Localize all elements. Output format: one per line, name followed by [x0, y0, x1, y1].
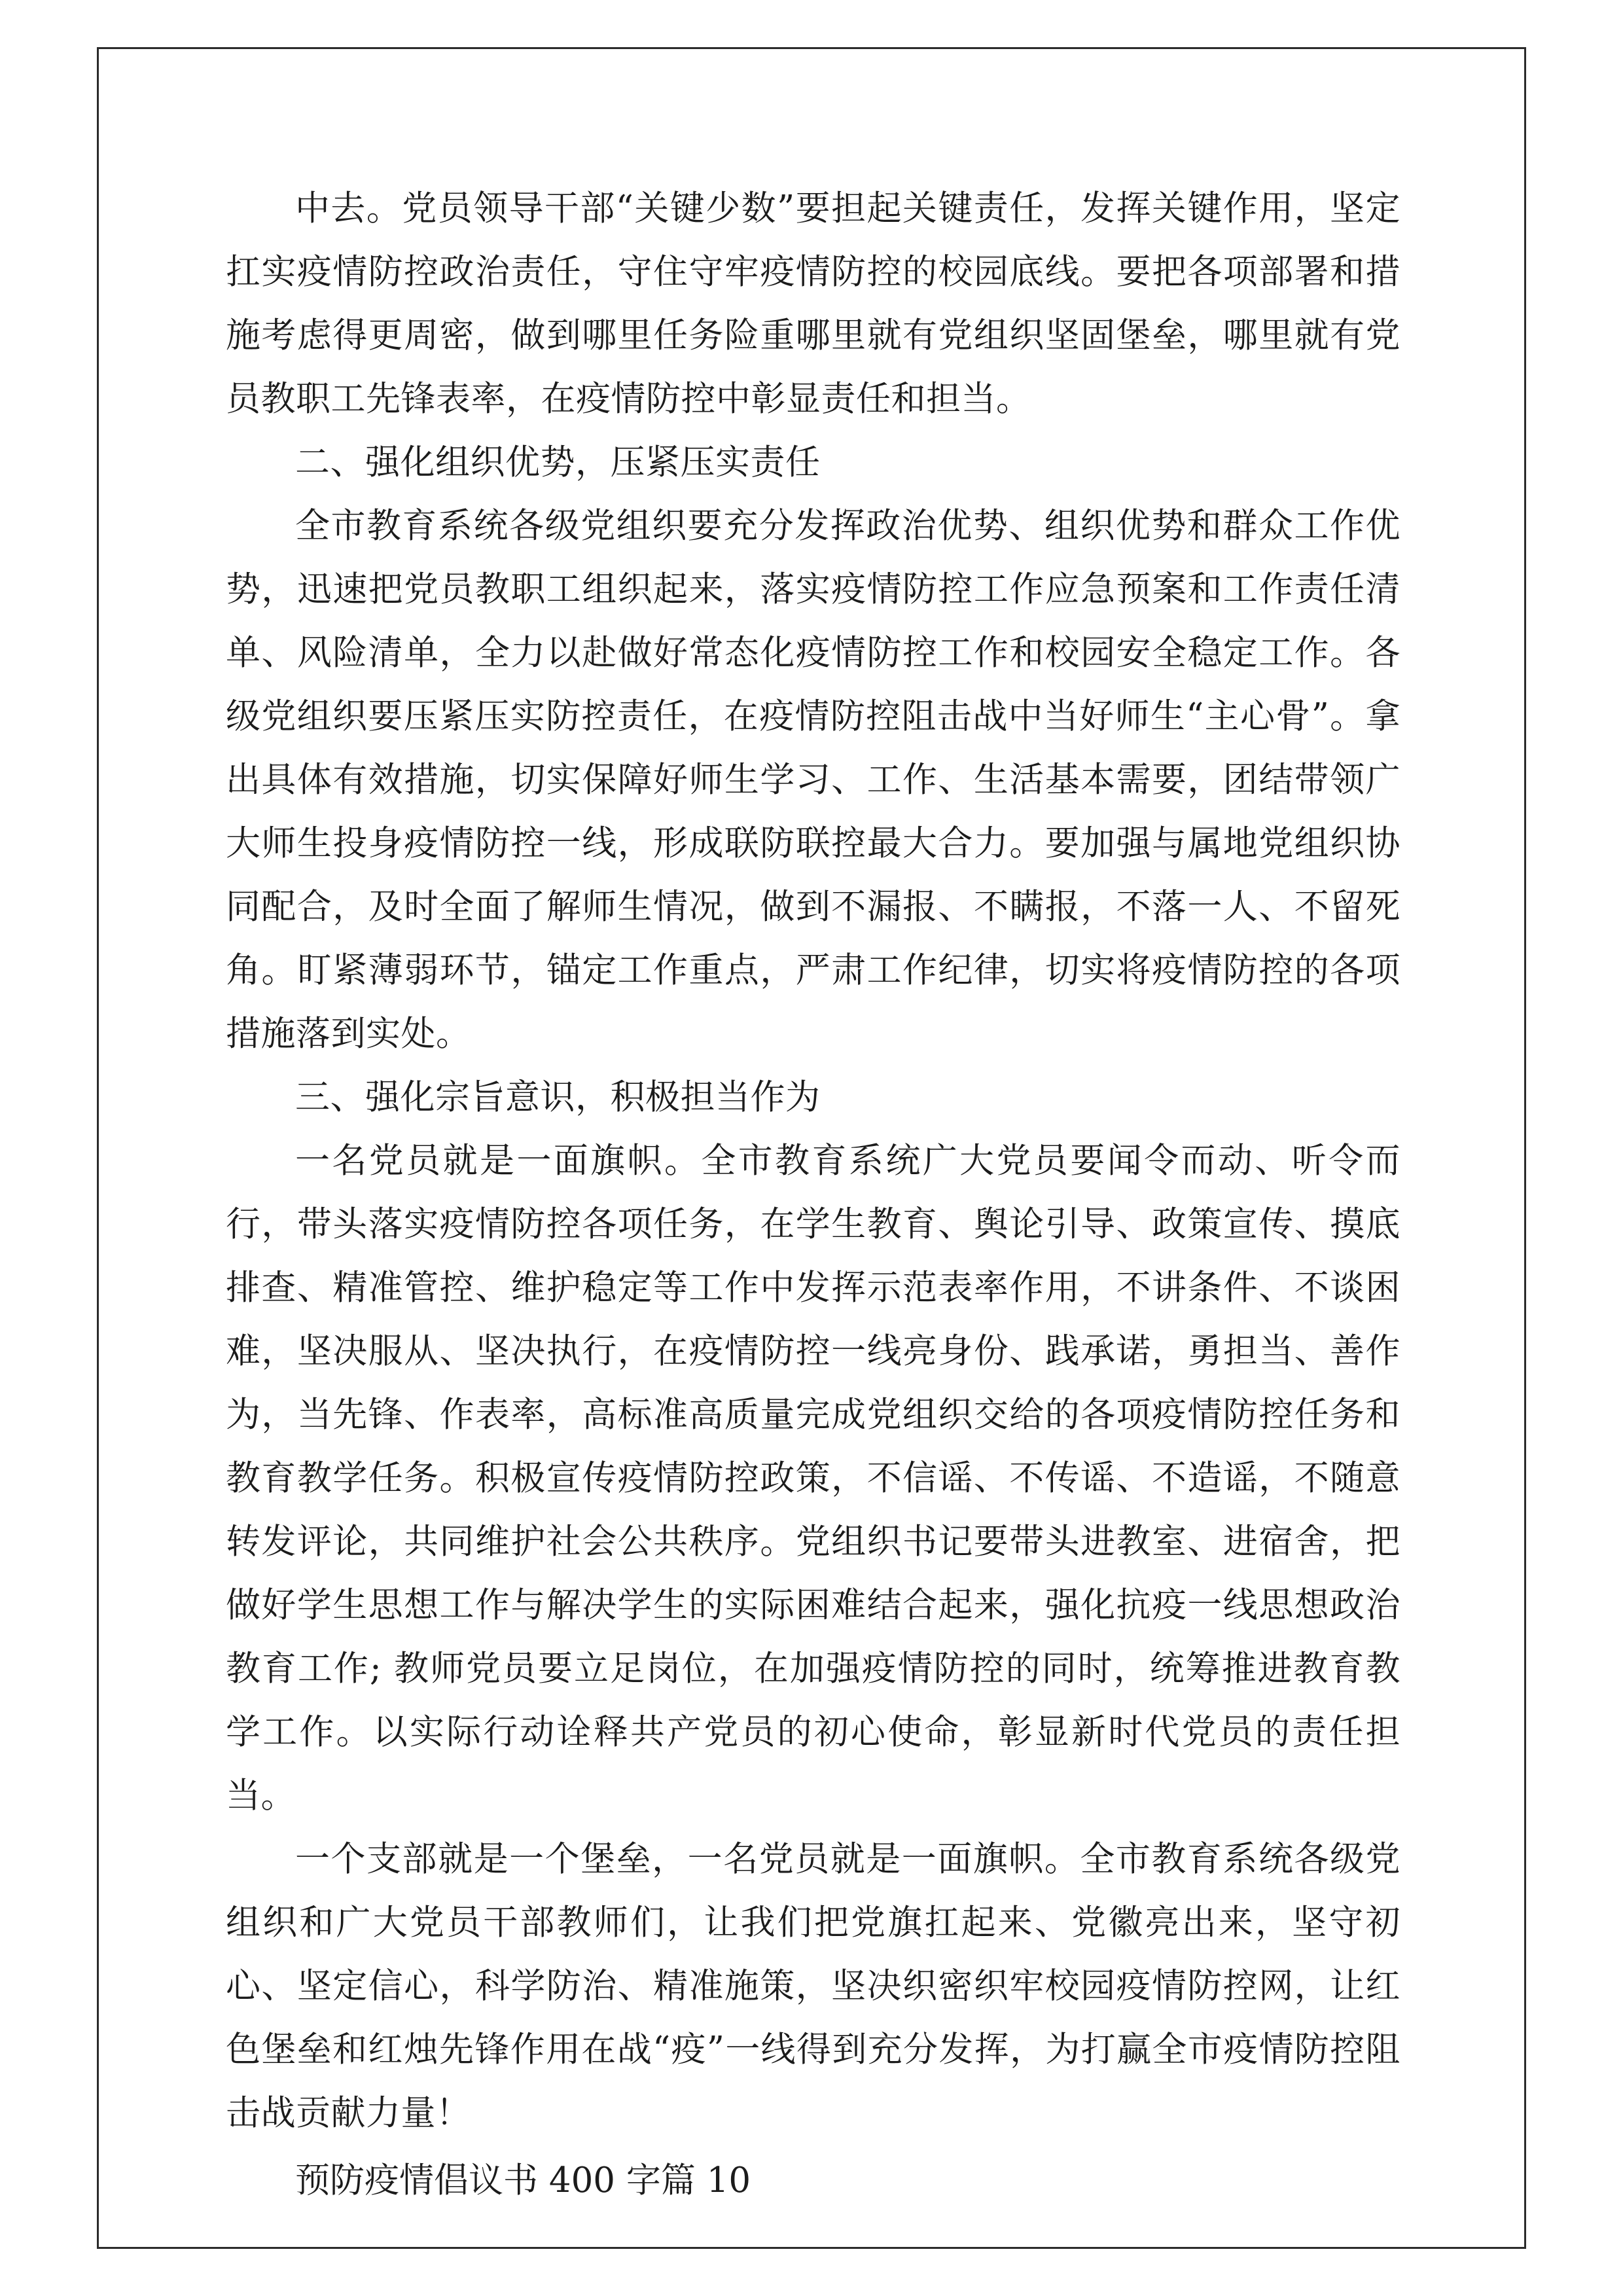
section-title: 预防疫情倡议书 400 字篇 10	[295, 2161, 751, 2200]
paragraph-section-two-body: 全市教育系统各级党组织要充分发挥政治优势、组织优势和群众工作优势，迅速把党员教职工组织起来，落实疫情防控工作应急预案和工作责任清单、风险清单，全力以赴做好常态化疫情防控工作和校园安全稳定工作。各级党组织要压紧压实防控责任，在疫情防控阻击战中当好师生“主心骨”。拿出具体有效措施，切实保障好师生学习、工作、生活基本需要，团结带领广大师生投身疫情防控一线，形成联防联控最大合力。要加强与属地党组织协同配合，及时全面了解师生情况，做到不漏报、不瞒报，不落一人、不留死角。盯紧薄弱环节，锚定工作重点，严肃工作纪律，切实将疫情防控的各项措施落到实处。	[226, 506, 1400, 1054]
paragraph-section-three-body: 一名党员就是一面旗帜。全市教育系统广大党员要闻令而动、听令而行，带头落实疫情防控各项任务，在学生教育、舆论引导、政策宣传、摸底排查、精准管控、维护稳定等工作中发挥示范表率作用，不讲条件、不谈困难，坚决服从、坚决执行，在疫情防控一线亮身份、践承诺，勇担当、善作为，当先锋、作表率，高标准高质量完成党组织交给的各项疫情防控任务和教育教学任务。积极宣传疫情防控政策，不信谣、不传谣、不造谣，不随意转发评论，共同维护社会公共秩序。党组织书记要带头进教室、进宿舍，把做好学生思想工作与解决学生的实际困难结合起来，强化抗疫一线思想政治教育工作; 教师党员要立足岗位，在加强疫情防控的同时，统筹推进教育教学工作。以实际行动诠释共产党员的初心使命，彰显新时代党员的责任担当。	[226, 1141, 1400, 1816]
heading-section-two: 二、强化组织优势，压紧压实责任	[295, 442, 821, 482]
paragraph-continuation: 中去。党员领导干部“关键少数”要担起关键责任，发挥关键作用，坚定扛实疫情防控政治责任，守住守牢疫情防控的校园底线。要把各项部署和措施考虑得更周密，做到哪里任务险重哪里就有党组织坚固堡垒，哪里就有党员教职工先锋表率，在疫情防控中彰显责任和担当。	[226, 188, 1400, 419]
heading-section-three: 三、强化宗旨意识，积极担当作为	[295, 1077, 821, 1117]
paragraph-closing: 一个支部就是一个堡垒，一名党员就是一面旗帜。全市教育系统各级党组织和广大党员干部教师们，让我们把党旗扛起来、党徽亮出来，坚守初心、坚定信心，科学防治、精准施策，坚决织密织牢校园疫情防控网，让红色堡垒和红烛先锋作用在战“疫”一线得到充分发挥，为打赢全市疫情防控阻击战贡献力量！	[226, 1839, 1400, 2133]
document-content	[226, 177, 1400, 2212]
